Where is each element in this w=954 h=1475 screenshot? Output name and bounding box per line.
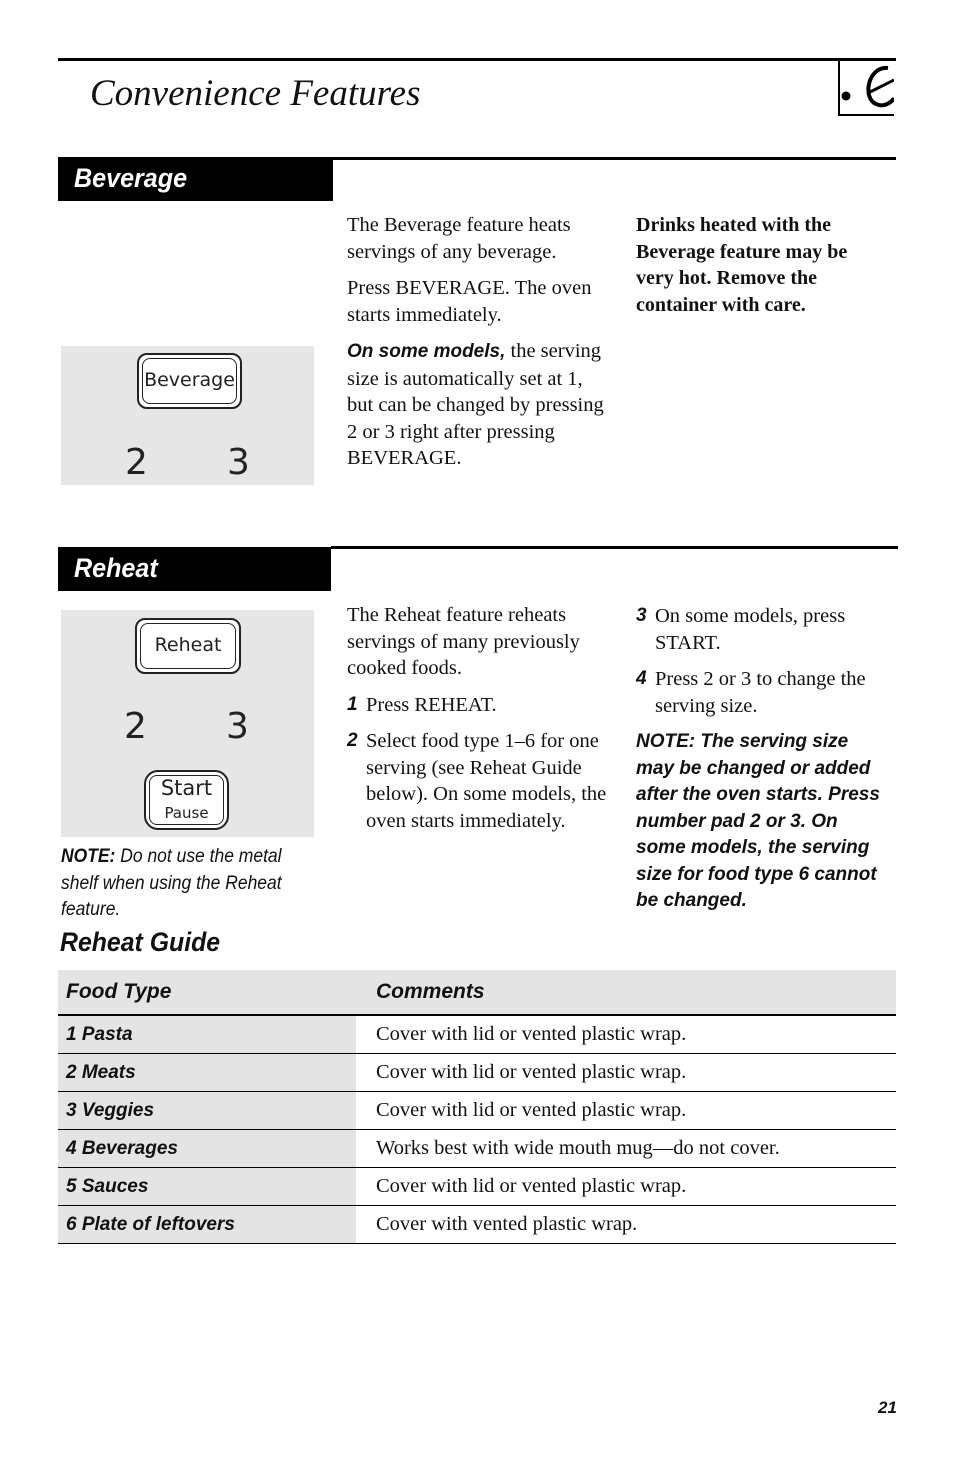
table-row — [58, 1015, 896, 1054]
food-type-cell: 2 Meats — [58, 1054, 356, 1092]
beverage-models-text: the serving size is automatically set at 1, but can be changed by pressing 2 or 3 right after pressing BEVERAGE. — [347, 340, 604, 469]
step-number: 3 — [636, 605, 647, 626]
step-number: 1 — [347, 693, 358, 715]
beverage-digit-2: 2 — [125, 442, 148, 483]
beverage-keypad-panel — [61, 346, 314, 485]
step-number: 2 — [347, 730, 358, 751]
step-text: Select food type 1–6 for one serving (see Reheat Guide below). On some models, the oven starts immediately. — [366, 730, 607, 832]
reheat-heading: Reheat — [74, 553, 158, 583]
step-text: Press 2 or 3 to change the serving size. — [655, 668, 866, 717]
reheat-guide-title: Reheat Guide — [60, 927, 221, 957]
ge-logo-icon — [838, 58, 894, 116]
table-header-row — [58, 970, 896, 1015]
food-type-cell: 4 Beverages — [58, 1130, 356, 1168]
step-number: 4 — [636, 668, 647, 689]
reheat-digit-2: 2 — [124, 706, 147, 747]
column-header-food-type: Food Type — [58, 970, 356, 1015]
table-row — [58, 1168, 896, 1206]
reheat-shelf-note-text: Do not use the metal shelf when using the Reheat feature. — [61, 846, 282, 920]
reheat-guide-table — [58, 970, 896, 1244]
reheat-key — [135, 618, 241, 674]
beverage-models-lead: On some models, — [347, 341, 506, 362]
reheat-keypad-panel — [61, 610, 314, 837]
comment-cell: Cover with lid or vented plastic wrap. — [356, 1054, 896, 1092]
reheat-shelf-note-lead: NOTE: — [61, 846, 116, 867]
beverage-models-note — [347, 338, 612, 472]
beverage-key-label: Beverage — [144, 369, 235, 391]
header-rule — [58, 58, 896, 61]
reheat-step-3 — [636, 603, 896, 656]
reheat-step-2 — [347, 728, 612, 834]
reheat-serving-note: NOTE: The serving size may be changed or added after the oven starts. Press number pad 2 or 3. On some models, the serving size for food type 6 cannot be changed. — [636, 731, 880, 911]
food-type-cell: 1 Pasta — [58, 1015, 356, 1054]
reheat-key-label: Reheat — [154, 634, 222, 656]
comment-cell: Cover with lid or vented plastic wrap. — [356, 1015, 896, 1054]
column-header-comments: Comments — [356, 970, 896, 1015]
reheat-step-1 — [347, 692, 612, 719]
beverage-digit-3: 3 — [227, 442, 250, 483]
comment-cell: Cover with lid or vented plastic wrap. — [356, 1092, 896, 1130]
start-key-label: Start — [160, 776, 213, 800]
comment-cell: Works best with wide mouth mug—do not cover. — [356, 1130, 896, 1168]
comment-cell: Cover with vented plastic wrap. — [356, 1206, 896, 1244]
page-number: 21 — [878, 1398, 897, 1417]
beverage-key — [137, 353, 242, 409]
beverage-heading: Beverage — [74, 163, 188, 193]
reheat-body-right — [636, 603, 896, 915]
reheat-step-4 — [636, 666, 896, 719]
reheat-rule — [331, 546, 898, 549]
beverage-heading-bar — [58, 157, 333, 201]
food-type-cell: 3 Veggies — [58, 1092, 356, 1130]
step-text: On some models, press START. — [655, 605, 846, 654]
page-title: Convenience Features — [90, 73, 421, 114]
beverage-warning: Drinks heated with the Beverage feature may be very hot. Remove the container with care. — [636, 214, 848, 316]
table-row — [58, 1206, 896, 1244]
beverage-rule — [333, 157, 896, 160]
pause-key-label: Pause — [164, 804, 209, 822]
food-type-cell: 6 Plate of leftovers — [58, 1206, 356, 1244]
reheat-body-left — [347, 602, 612, 844]
reheat-intro: The Reheat feature reheats servings of many previously cooked foods. — [347, 604, 580, 679]
table-row — [58, 1054, 896, 1092]
beverage-body — [347, 212, 612, 482]
food-type-cell: 5 Sauces — [58, 1168, 356, 1206]
start-pause-key — [144, 770, 229, 830]
reheat-shelf-note — [61, 844, 314, 924]
table-row — [58, 1092, 896, 1130]
table-row — [58, 1130, 896, 1168]
step-text: Press REHEAT. — [366, 693, 497, 716]
beverage-intro: The Beverage feature heats servings of any beverage. — [347, 214, 571, 263]
comment-cell: Cover with lid or vented plastic wrap. — [356, 1168, 896, 1206]
reheat-heading-bar — [58, 547, 331, 591]
beverage-press: Press BEVERAGE. The oven starts immediately. — [347, 277, 592, 326]
reheat-digit-3: 3 — [226, 706, 249, 747]
